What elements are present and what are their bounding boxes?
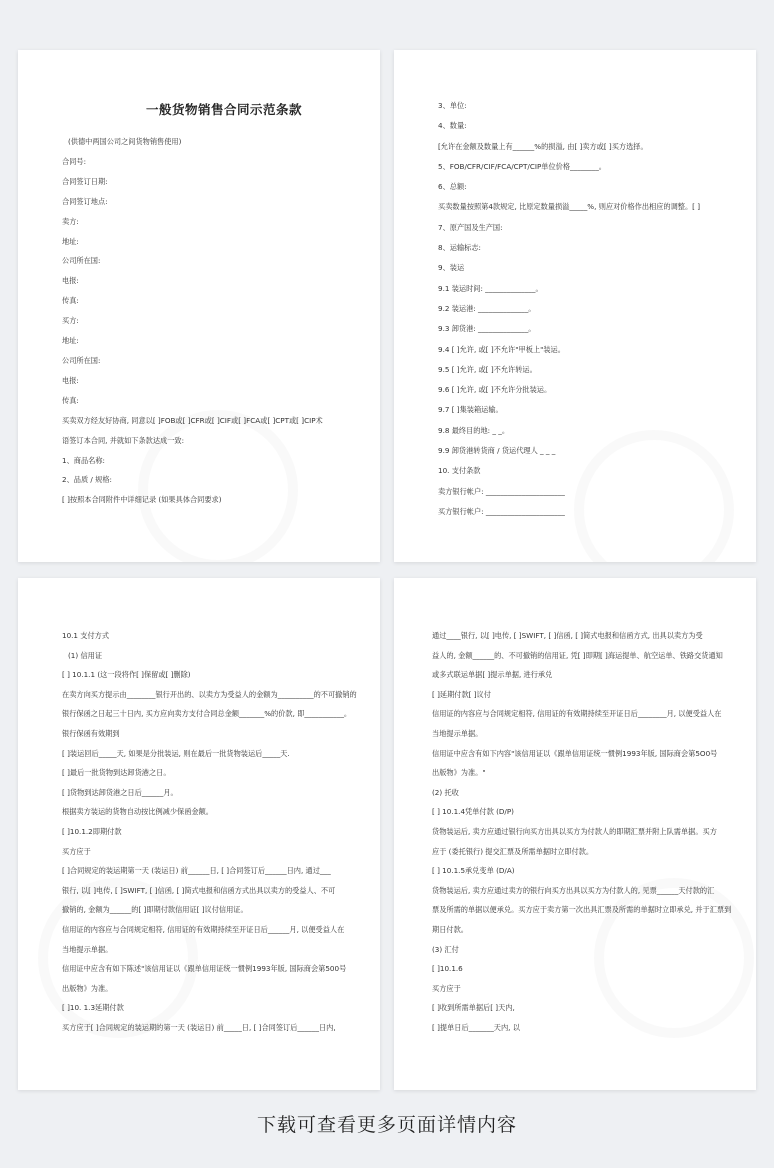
text-line: [ ]装运回后_____天, 如果是分批装运, 则在最后一批货物装运后_____天.: [62, 748, 290, 758]
text-line: 3、单位:: [438, 101, 467, 110]
text-line: 撤销的, 金额为______的[ ]即期付款信用证[ ]议付信用证。: [62, 905, 248, 915]
text-line: 或多式联运单据[ ]提示单据, 进行承兑: [432, 670, 553, 680]
text-line: [ ]提单日后_______天内, 以: [432, 1022, 520, 1032]
text-line: [ ]最后一批货物到达卸货港之日。: [62, 768, 171, 778]
text-line: 合同签订日期:: [62, 176, 108, 186]
text-line: 7、原产国及生产国:: [438, 222, 503, 232]
text-line: (供德中两国公司之间货物销售使用): [68, 137, 182, 146]
text-line: 9.2 装运港: ______________。: [438, 303, 536, 313]
text-line: 合同号:: [62, 156, 86, 166]
text-line: 电报:: [62, 375, 79, 385]
text-line: (2) 托收: [432, 787, 459, 797]
text-line: 买方银行帐户: ______________________: [438, 506, 565, 516]
text-line: 当地提示单据。: [432, 728, 483, 738]
text-line: 9.9 卸货港转货商 / 货运代理人 _ _ _: [438, 446, 556, 456]
text-line: [ ]合同规定的装运期第一天 (装运日) 前______日, [ ]合同签订后______日内, 通过___: [62, 866, 331, 876]
text-line: 信用证中应含有如下内容"该信用证以《跟单信用证统一惯例1993年版, 国际商会第5O0号: [432, 748, 718, 758]
text-line: 买方应于[ ]合同规定的装运期的第一天 (装运日) 前_____日, [ ]合同签订后______日内,: [62, 1022, 336, 1032]
text-line: 买卖双方经友好协商, 同意以[ ]FOB或[ ]CFR或[ ]CIF或[ ]FCA或[ ]CPT或[ ]CIP术: [62, 415, 323, 425]
text-line: 根据卖方装运的货物自动按比例减少保函金额。: [62, 807, 213, 817]
text-line: 2、品质 / 规格:: [62, 475, 112, 485]
text-line: 9、装运: [438, 263, 465, 273]
text-line: 9.4 [ ]允许, 或[ ]不允许"甲板上"装运。: [438, 344, 565, 354]
text-line: 5、FOB/CFR/CIF/FCA/CPT/CIP单位价格________。: [438, 161, 606, 171]
text-line: 9.6 [ ]允许, 或[ ]不允许分批装运。: [438, 385, 552, 395]
text-line: 期日付款。: [432, 924, 468, 934]
text-line: [ ]货物到达卸货港之日后______月。: [62, 787, 178, 797]
text-line: 票及所需的单据以便承兑。买方应于卖方第一次出具汇票及所需的单据时立即承兑, 并于汇票到: [432, 905, 732, 915]
text-line: 买方应于: [62, 846, 91, 856]
page-1-content: [62, 100, 356, 510]
page-4-content: [432, 626, 734, 1037]
text-line: 买卖数量按照第4款规定, 比原定数量损溢_____%, 则应对价格作出相应的调整。[ ]: [438, 202, 701, 212]
text-line: 卖方:: [62, 216, 79, 226]
text-line: [ ]延期付款[ ]议付: [432, 689, 491, 699]
text-line: 电报:: [62, 276, 79, 286]
document-page-4: [394, 578, 756, 1090]
text-line: 传真:: [62, 296, 79, 306]
text-line: [ ] 10.1.4凭单付款 (D/P): [432, 807, 514, 817]
text-line: 公司所在国:: [62, 256, 101, 266]
text-line: 地址:: [62, 336, 79, 346]
text-line: [ ]10.1.6: [432, 964, 463, 974]
text-line: 银行, 以[ ]电传, [ ]SWIFT, [ ]信函, [ ]简式电报和信函方式出具以卖方的受益人、不可: [62, 885, 336, 895]
text-line: [ ] 10.1.1 (这一段将作[ ]保留或[ ]删除): [62, 670, 191, 680]
text-line: 买方应于: [432, 983, 461, 993]
text-line: 10.1 支付方式: [62, 631, 110, 640]
more-pages-caption: 下载可查看更多页面详情内容: [256, 1114, 517, 1136]
text-line: (3) 汇付: [432, 944, 459, 954]
text-line: 货物装运后, 卖方应通过银行向买方出具以买方为付款人的即期汇票并附上队需单据。买方: [432, 826, 717, 836]
text-line: 9.8 最终目的地: _ _。: [438, 425, 510, 435]
text-line: 4、数量:: [438, 121, 467, 131]
text-line: 出版物》为准。": [432, 768, 486, 778]
text-line: 银行保函之日起三十日内, 买方应向卖方支付合同总金额_______%的价款, 即___________。: [62, 709, 352, 719]
text-line: 地址:: [62, 236, 79, 246]
document-page-1: [18, 50, 380, 562]
text-line: [ ]10.1.2即期付款: [62, 826, 122, 836]
text-line: 买方:: [62, 316, 79, 326]
text-line: 9.5 [ ]允许, 或[ ]不允许转运。: [438, 364, 537, 374]
text-line: 卖方银行帐户: ______________________: [438, 486, 565, 496]
text-line: [ ]按照本合同附件中详细记录 (如果具体合同要求): [62, 495, 222, 505]
document-page-2: [394, 50, 756, 562]
text-line: 银行保函有效期到: [62, 728, 120, 738]
text-line: 通过____银行, 以[ ]电传, [ ]SWIFT, [ ]信函, [ ]简式电报和信函方式, 出具以卖方为受: [432, 631, 703, 640]
text-line: 10. 支付条款: [438, 466, 481, 476]
text-line: 9.7 [ ]集装箱运输。: [438, 405, 503, 415]
page-2-content: [438, 96, 732, 522]
text-line: 应于 (委托银行) 提交汇票及所需单据时立即付款。: [432, 846, 594, 856]
text-line: [ ]10. 1.3延期付款: [62, 1003, 124, 1013]
text-line: 9.3 卸货港: ______________。: [438, 324, 536, 334]
text-line: 语签订本合同, 并就如下条款达成一致:: [62, 435, 184, 445]
text-line: 传真:: [62, 395, 79, 405]
text-line: 合同签订地点:: [62, 196, 108, 206]
text-line: (1) 信用证: [68, 650, 103, 660]
text-line: 信用证的内容应与合同规定相符, 信用证的有效期持续至开证日后______月, 以便受益人在: [62, 924, 345, 934]
text-line: 8、运输标志:: [438, 243, 481, 253]
text-line: 出版物》为准。: [62, 983, 113, 993]
text-line: [ ]收到所需单据后[ ]天内,: [432, 1003, 515, 1013]
text-line: 信用证中应含有如下陈述"该信用证以《跟单信用证统一惯例1993年版, 国际商会第500号: [62, 964, 347, 974]
text-line: 益人的, 金额______的、不可撤销的信用证, 凭[ ]即期[ ]海运提单、航空运单、铁路交货通知: [432, 650, 723, 660]
text-line: [ ] 10.1.5承兑变单 (D/A): [432, 866, 515, 876]
text-line: 在卖方向买方提示由________银行开出的、以卖方为受益人的金额为__________的不可撤销的: [62, 689, 357, 699]
page-3-content: [62, 626, 356, 1037]
text-line: 9.1 装运时间: ______________。: [438, 283, 543, 293]
text-line: 货物装运后, 卖方应通过卖方的银行向买方出具以买方为付款人的, 见票______天付款的汇: [432, 885, 715, 895]
text-line: 1、商品名称:: [62, 455, 105, 465]
text-line: 信用证的内容应与合同规定相符, 信用证的有效期持续至开证日后________月, 以便受益人在: [432, 709, 722, 719]
text-line: 当地提示单据。: [62, 944, 113, 954]
text-line: 6、总额:: [438, 182, 467, 192]
document-page-3: [18, 578, 380, 1090]
document-title: 一般货物销售合同示范条款: [145, 102, 302, 117]
text-line: 公司所在国:: [62, 355, 101, 365]
text-line: [允许在金额及数量上有______%的损溢, 由[ ]卖方或[ ]买方选择。: [438, 141, 648, 151]
